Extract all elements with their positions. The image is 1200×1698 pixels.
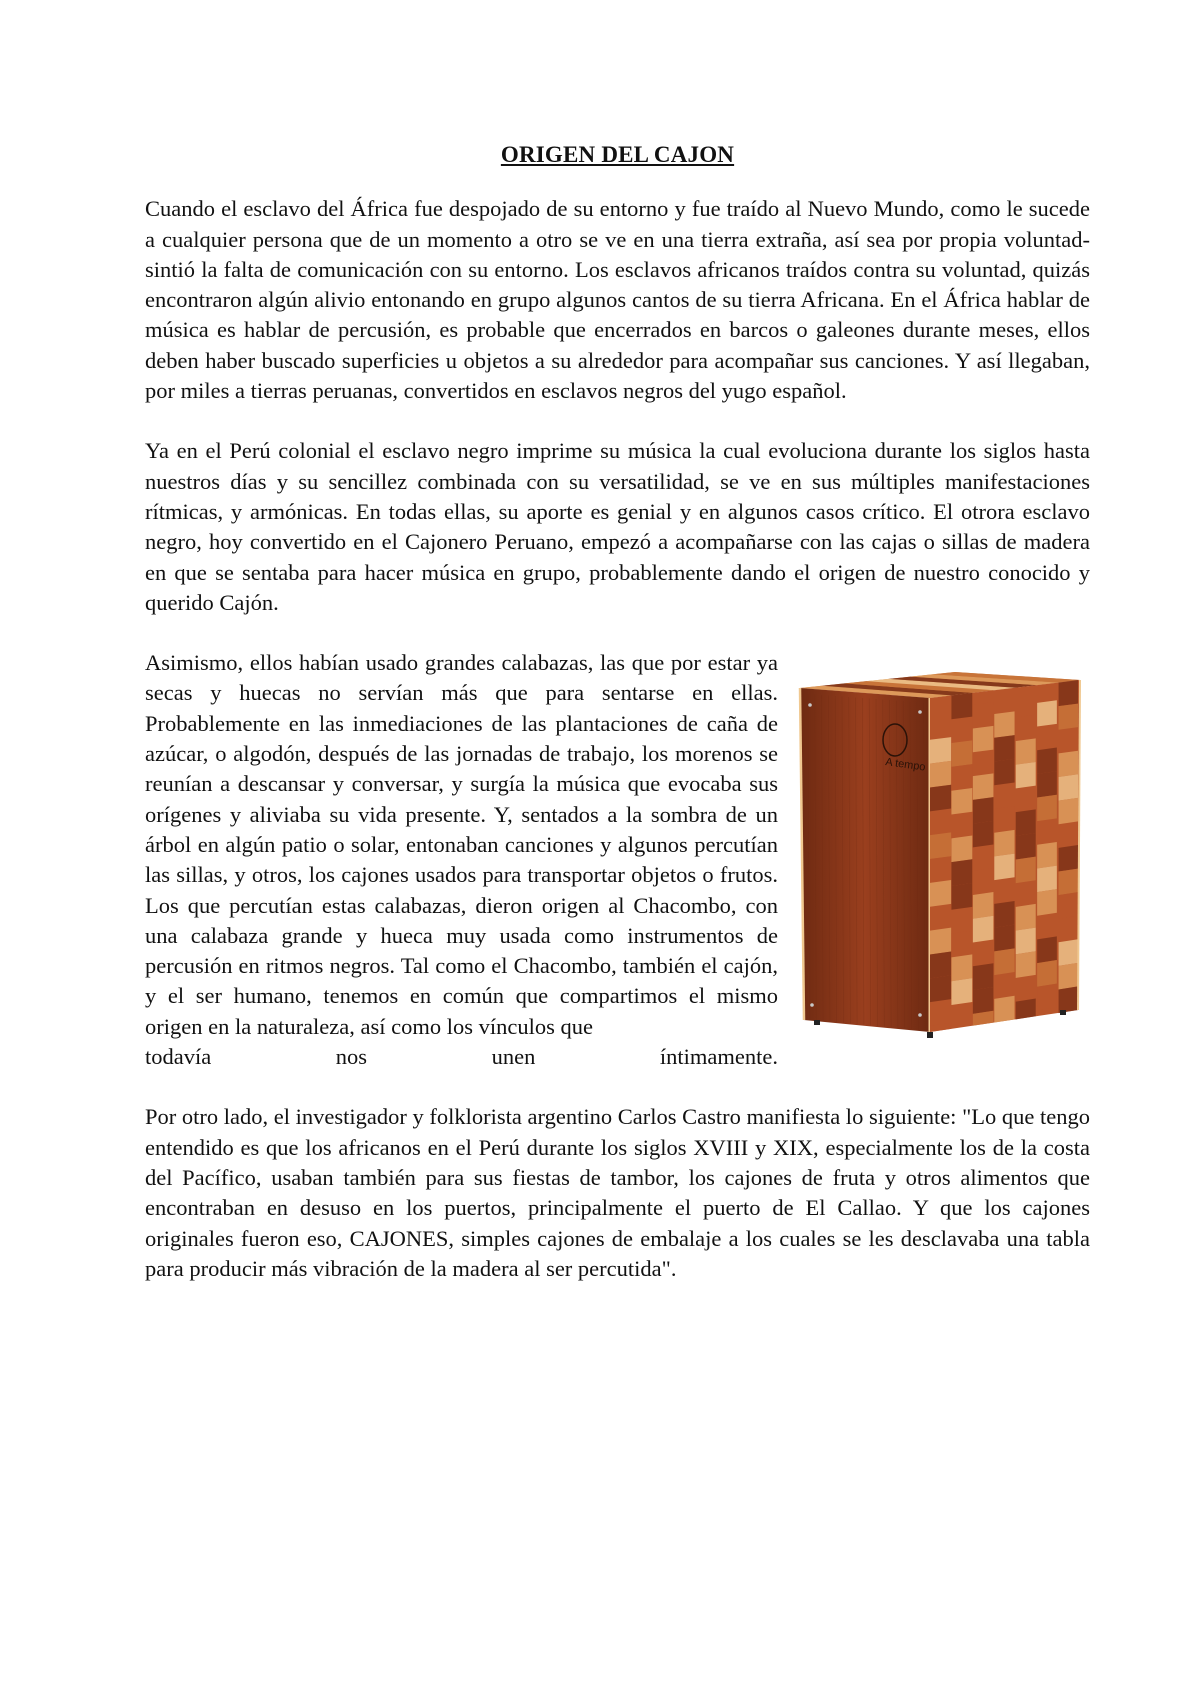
cajon-foot — [814, 1020, 820, 1025]
cajon-side-patch — [951, 931, 972, 958]
cajon-side-patch — [1037, 960, 1057, 987]
cajon-side-patch — [1016, 857, 1036, 884]
cajon-side-patch — [1016, 999, 1036, 1020]
cajon-side-patch — [1037, 795, 1057, 821]
cajon-side-patch — [994, 735, 1014, 761]
cajon-side-patch — [1037, 700, 1057, 726]
cajon-side-patch — [1016, 928, 1036, 955]
cajon-side-patch — [951, 883, 972, 910]
cajon-side-patch — [1037, 984, 1057, 1011]
cajon-side-patch — [930, 737, 951, 764]
paragraph-2: Ya en el Perú colonial el esclavo negro imprime su música la cual evoluciona durante los siglos hasta nuestros días y su sencillez combinada con su versatilidad, se ve en sus múltiples manifestaciones rítmicas, y armónicas. En todas ellas, su aporte es genial y en algunos casos crítico. El otrora esclavo negro, hoy convertido en el Cajonero Peruano, empezó a acompañarse con las cajas o sillas de madera en que se sentaba para hacer música en grupo, probablemente dando el origen de nuestro conocido y querido Cajón. — [145, 438, 1090, 615]
cajon-side-patch — [951, 693, 972, 719]
cajon-side-patch — [951, 836, 972, 863]
cajon-side-patch — [1059, 680, 1078, 706]
cajon-side-patch — [1037, 748, 1057, 774]
cajon-side-patch — [1016, 739, 1036, 765]
cajon-side-patch — [930, 975, 951, 1002]
cajon-screw — [808, 703, 812, 707]
cajon-side-patch — [994, 925, 1014, 952]
cajon-side-patch — [930, 833, 951, 860]
paragraph-1: Cuando el esclavo del África fue despojado de su entorno y fue traído al Nuevo Mundo, como le sucede a cualquier persona que de un momento a otro se ve en una tierra extraña, así sea por propia voluntad- sintió la falta de comunicación con su entorno. Los esclavos africanos traídos contra su voluntad, quizás encontraron algún alivio entonando en grupo algunos cantos de su tierra Africana. En el África hablar de música es hablar de percusión, es probable que encerrados en barcos o galeones durante meses, ellos deben haber buscado superficies u objetos a su alrededor para acompañar sus canciones. Y así llegaban, por miles a tierras peruanas, convertidos en esclavos negros del yugo español. — [145, 196, 1090, 404]
cajon-side-patch — [930, 952, 951, 979]
cajon-side-patch — [1059, 751, 1078, 777]
paragraph-3-last-line — [145, 1042, 778, 1072]
cajon-side-patch — [1016, 951, 1036, 978]
cajon-side-patch — [994, 854, 1014, 881]
cajon-side-patch — [973, 987, 994, 1014]
cajon-side-patch — [930, 856, 951, 883]
cajon-side-patch — [973, 868, 994, 895]
cajon-side-patch — [1016, 833, 1036, 860]
cajon-side-patch — [951, 788, 972, 815]
last-line-word: nos — [335, 1044, 368, 1070]
cajon-side-patch — [951, 859, 972, 886]
cajon-side-patch — [1059, 892, 1078, 919]
cajon-side-patch — [1037, 771, 1057, 797]
cajon-side-patch — [1037, 889, 1057, 916]
cajon-side-patch — [994, 901, 1014, 928]
cajon-side-patch — [1059, 987, 1078, 1014]
cajon-side-patch — [930, 761, 951, 788]
cajon-side-patch — [930, 785, 951, 812]
paragraph-3-text: Asimismo, ellos habían usado grandes calabazas, las que por estar ya secas y huecas no servían más que para sentarse en ellas. Probablemente en las inmediaciones de las plantaciones de caña de azúcar, o algodón, después de las jornadas de trabajo, los morenos se reunían a descansar y conversar, y surgía la música que evocaba sus orígenes y aliviaba su vida presente. Y, sentados a la sombra de un árbol en algún patio o solar, entonaban canciones y algunos percutían las sillas, y otros, los cajones usados para transportar objetos o frutos. Los que percutían estas calabazas, dieron origen al Chacombo, con una calabaza grande y hueca muy usada como instrumentos de percusión en ritmos negros. Tal como el Chacombo, también el cajón, y el ser humano, tenemos en común que compartimos el mismo origen en la naturaleza, así como los vínculos que — [145, 650, 778, 1039]
cajon-side-patch — [1059, 704, 1078, 730]
document-title: ORIGEN DEL CAJON — [500, 142, 735, 167]
cajon-side-patch — [994, 712, 1014, 738]
cajon-side-patch — [1059, 774, 1078, 800]
cajon-side-patch — [994, 759, 1014, 785]
cajon-side-patch — [1037, 937, 1057, 964]
cajon-foot — [927, 1032, 933, 1038]
cajon-side-patch — [994, 830, 1014, 857]
cajon-side-patch — [1016, 715, 1036, 741]
cajon-side-patch — [951, 955, 972, 982]
cajon-side-patch — [1059, 845, 1078, 871]
cajon-side-patch — [951, 978, 972, 1005]
cajon-side-patch — [1016, 809, 1036, 835]
document-page — [145, 140, 1090, 1314]
cajon-image — [790, 660, 1090, 1045]
cajon-screw — [918, 710, 922, 714]
cajon-side-patch — [1059, 869, 1078, 896]
cajon-side-patch — [973, 774, 994, 800]
cajon-side-patch — [973, 916, 994, 943]
cajon-side-patch — [994, 949, 1014, 976]
cajon-foot — [1060, 1010, 1066, 1015]
last-line-word: íntimamente. — [659, 1044, 778, 1070]
last-line-word: todavía — [145, 1044, 212, 1070]
last-line-word: unen — [491, 1044, 536, 1070]
cajon-illustration — [790, 660, 1090, 1045]
cajon-screw — [918, 1013, 922, 1017]
paragraph-4: Por otro lado, el investigador y folklorista argentino Carlos Castro manifiesta lo siguiente: "Lo que tengo entendido es que los africanos en el Perú durante los siglos XVIII y XIX, especialmente los de la costa del Pacífico, usaban también para sus fiestas de tambor, los cajones de fruta y otros alimentos que encontraban en desuso en los puertos, principalmente el puerto de El Callao. Y que los cajones originales fueron eso, CAJONES, simples cajones de embalaje a los cuales se les desclavaba una tabla para producir más vibración de la madera al ser percutida". — [145, 1104, 1090, 1281]
cajon-side-patch — [973, 797, 994, 824]
cajon-side-patch — [1016, 762, 1036, 788]
cajon-side-patch — [973, 963, 994, 990]
cajon-side-patch — [1059, 798, 1078, 824]
cajon-side-patch — [973, 892, 994, 919]
cajon-screw — [810, 1003, 814, 1007]
cajon-side-patch — [1037, 866, 1057, 893]
cajon-side-patch — [951, 741, 972, 767]
cajon-side-patch — [951, 764, 972, 791]
cajon-side-patch — [1037, 842, 1057, 869]
cajon-logo-text: A tempo — [884, 756, 927, 774]
cajon-side-patch — [1016, 904, 1036, 931]
cajon-side-patch — [930, 928, 951, 955]
cajon-side-patch — [994, 996, 1014, 1023]
cajon-side-patch — [1059, 963, 1078, 990]
cajon-side-patch — [973, 821, 994, 848]
cajon-side-patch — [1059, 939, 1078, 966]
cajon-side-patch — [973, 726, 994, 752]
cajon-side-patch — [973, 702, 994, 728]
cajon-side-patch — [994, 806, 1014, 833]
cajon-side-patch — [930, 880, 951, 907]
